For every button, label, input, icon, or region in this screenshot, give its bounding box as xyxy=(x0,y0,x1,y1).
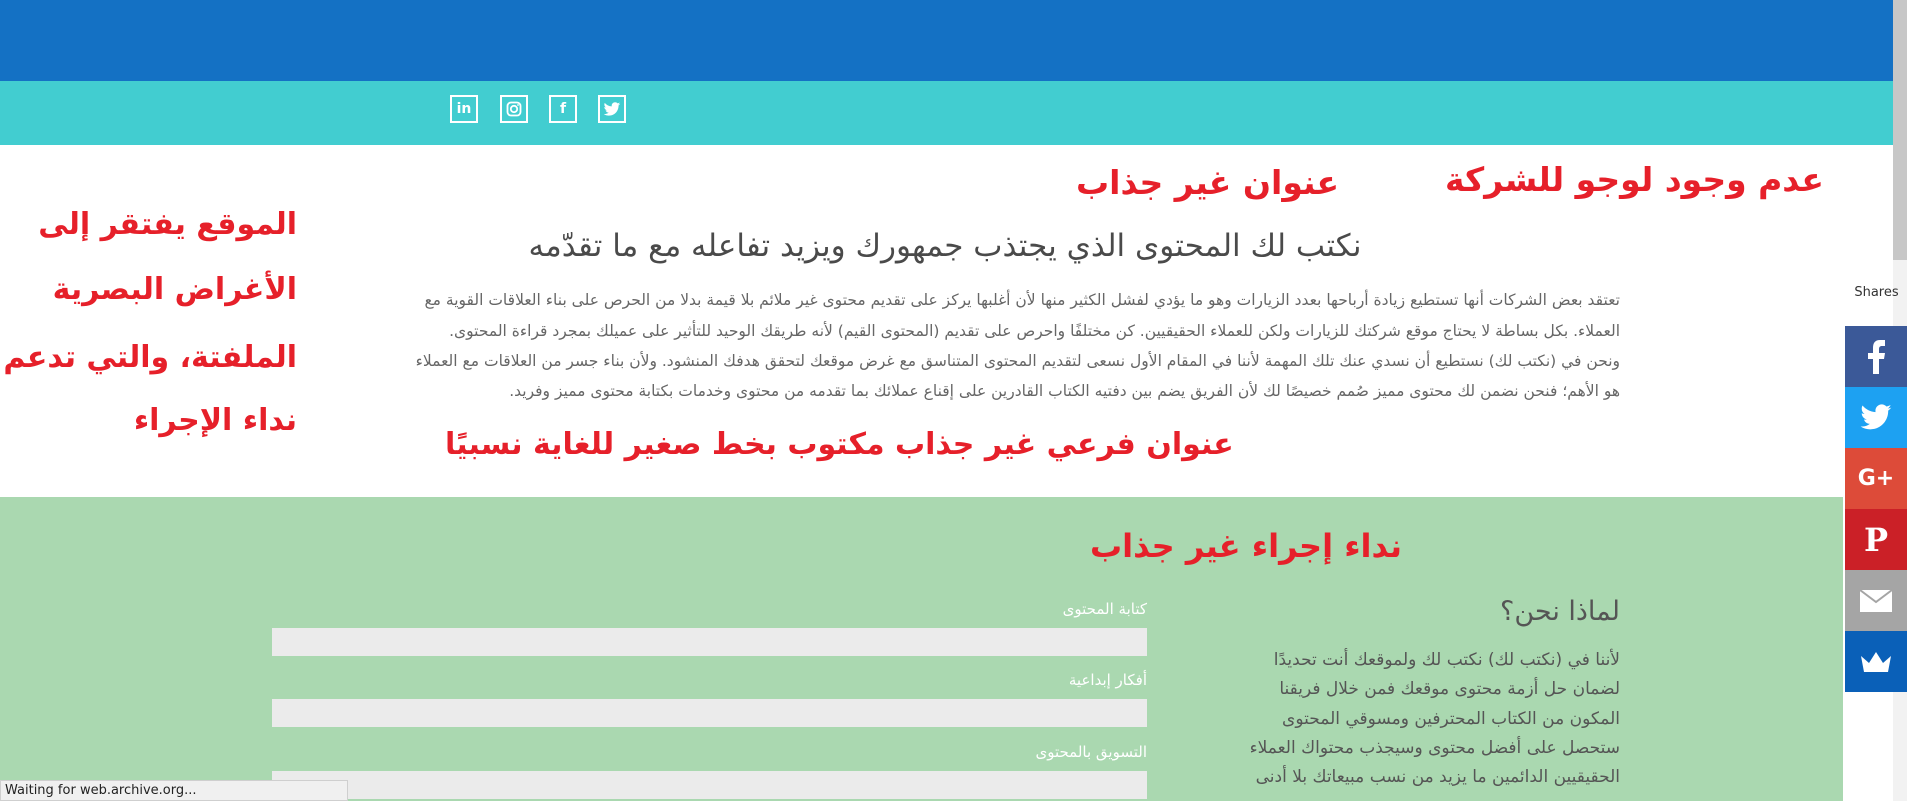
annotation-no-logo: عدم وجود لوجو للشركة xyxy=(1445,160,1824,199)
linkedin-icon[interactable]: in xyxy=(450,95,478,123)
facebook-share-icon[interactable] xyxy=(1845,326,1907,387)
body-paragraph-line: هو الأهم؛ فنحن نضمن لك محتوى مميز صُمم خصيصًا لك لأن الفريق يضم بين دفتيه الكتاب القادرين على إقناع عملائك بما تقدمه من محتوى وخدمات بكتابة محتوى مميز وفريد. xyxy=(509,382,1620,400)
scrollbar-thumb[interactable] xyxy=(1893,0,1907,260)
form-label-creative-ideas: أفكار إبداعية xyxy=(1068,671,1147,689)
content-marketing-field[interactable] xyxy=(272,771,1147,799)
why-us-line: المكون من الكتاب المحترفين ومسوقي المحتوى xyxy=(1282,709,1620,729)
twitter-share-icon[interactable] xyxy=(1845,387,1907,448)
body-paragraph-line: ونحن في (نكتب لك) نستطيع أن نسدي عنك تلك المهمة لأننا في المقام الأول نسعى لتقديم المحتوى المتناسق مع غرض موقعك لتحقق هدفك المنشود. ولأن بناء جسر من العلاقات مع العملاء xyxy=(415,352,1620,370)
shares-label: Shares xyxy=(1854,285,1899,300)
annotation-bad-subtitle: عنوان فرعي غير جذاب مكتوب بخط صغير للغاية نسبيًا xyxy=(445,427,1234,462)
annotation-visual-line: الموقع يفتقر إلى xyxy=(38,207,297,242)
body-paragraph-line: تعتقد بعض الشركات أنها تستطيع زيادة أرباحها بعدد الزيارات وهو ما يؤدي لفشل الكثير منها لأن أغلبها يركز على تقديم محتوى غير ملائم بلا قيمة بدلا من الحرص على بناء العلاقات القوية مع xyxy=(424,291,1620,309)
creative-ideas-field[interactable] xyxy=(272,699,1147,727)
page-headline: نكتب لك المحتوى الذي يجتذب جمهورك ويزيد تفاعله مع ما تقدّمه xyxy=(528,228,1362,264)
googleplus-share-icon[interactable]: G+ xyxy=(1845,448,1907,509)
email-share-icon[interactable] xyxy=(1845,570,1907,631)
browser-status-bar: Waiting for web.archive.org... xyxy=(0,780,348,801)
why-us-line: لأننا في (نكتب لك) نكتب لك ولموقعك أنت تحديدًا xyxy=(1273,650,1620,670)
body-paragraph-line: العملاء. بكل بساطة لا يحتاج موقع شركتك للزيارات ولكن للعملاء الحقيقيين. كن مختلفًا واحرص على تقديم (المحتوى القيم) لأنه طريقك الوحيد للتأثير على عميلك بمجرد قراءة المحتوى. xyxy=(449,322,1620,340)
form-label-content-marketing: التسويق بالمحتوى xyxy=(1035,743,1147,761)
why-us-line: لضمان حل أزمة محتوى موقعك فمن خلال فريقنا xyxy=(1279,679,1620,699)
content-writing-field[interactable] xyxy=(272,628,1147,656)
social-bar xyxy=(0,81,1907,145)
instagram-icon[interactable] xyxy=(500,95,528,123)
why-us-line: الحقيقيين الدائمين ما يزيد من نسب مبيعاتك بلا أدنى xyxy=(1255,767,1620,787)
annotation-bad-cta: نداء إجراء غير جذاب xyxy=(1090,527,1403,565)
annotation-visual-line: الأغراض البصرية xyxy=(52,272,297,307)
why-us-title: لماذا نحن؟ xyxy=(1500,596,1620,627)
top-header-bar xyxy=(0,0,1907,81)
pinterest-share-icon[interactable]: P xyxy=(1845,509,1907,570)
sumo-crown-icon[interactable] xyxy=(1845,631,1907,692)
form-label-content-writing: كتابة المحتوى xyxy=(1062,600,1147,618)
twitter-icon[interactable] xyxy=(598,95,626,123)
why-us-line: ستحصل على أفضل محتوى وسيجذب محتواك العملاء xyxy=(1249,738,1620,758)
annotation-visual-line: نداء الإجراء xyxy=(133,403,297,438)
facebook-icon[interactable]: f xyxy=(549,95,577,123)
annotation-visual-line: الملفتة، والتي تدعم xyxy=(3,340,297,375)
annotation-bad-title: عنوان غير جذاب xyxy=(1076,163,1340,202)
